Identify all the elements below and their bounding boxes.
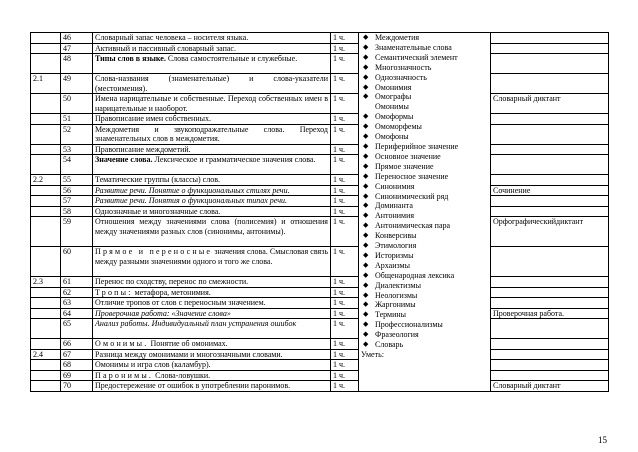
table-row <box>31 144 609 155</box>
term-item <box>361 142 488 152</box>
hours-cell: 1 ч. <box>331 33 359 44</box>
control-form-cell <box>491 33 609 44</box>
bullet-icon: ◆ <box>363 52 369 61</box>
term-text: Словарь <box>375 340 404 350</box>
table-row <box>31 33 609 44</box>
lesson-number-cell: 66 <box>61 339 93 350</box>
topic-text: Слова самостоятельные и служебные. <box>165 54 298 63</box>
term-text: Синонимия <box>375 181 415 191</box>
table-row <box>31 287 609 298</box>
section-cell: 2.3 <box>31 277 61 288</box>
control-form-cell <box>491 247 609 277</box>
term-item <box>361 63 488 73</box>
bullet-icon: ◆ <box>363 122 369 131</box>
bullet-icon: ◆ <box>363 141 369 150</box>
term-item <box>361 231 488 241</box>
lesson-topic-cell <box>93 370 331 381</box>
term-text: Переносное значение <box>375 171 449 181</box>
lesson-topic-cell <box>93 381 331 392</box>
lesson-number-cell: 65 <box>61 319 93 339</box>
hours-cell: 1 ч. <box>331 319 359 339</box>
table-row <box>31 277 609 288</box>
term-text: Синонимический ряд <box>375 191 449 201</box>
topic-text: Слова-ловушки. <box>153 370 211 380</box>
bullet-icon: ◆ <box>363 191 369 200</box>
lesson-number-cell: 57 <box>61 196 93 207</box>
control-form-cell <box>491 54 609 74</box>
lesson-topic-cell <box>93 277 331 288</box>
lesson-topic-cell <box>93 94 331 114</box>
bullet-icon: ◆ <box>363 72 369 81</box>
bullet-icon: ◆ <box>363 112 369 121</box>
bullet-icon: ◆ <box>363 62 369 71</box>
term-item <box>361 43 488 53</box>
bullet-icon: ◆ <box>363 310 369 319</box>
skills-label: Уметь: <box>361 350 384 359</box>
lesson-number-cell: 69 <box>61 370 93 381</box>
term-text: Многозначность <box>375 62 432 72</box>
section-cell <box>31 94 61 114</box>
bullet-icon: ◆ <box>363 231 369 240</box>
lesson-topic-cell <box>93 360 331 371</box>
hours-cell: 1 ч. <box>331 175 359 186</box>
page-number: 15 <box>598 435 607 445</box>
table-row <box>31 43 609 54</box>
lesson-topic-cell <box>93 124 331 144</box>
control-form-cell <box>491 319 609 339</box>
term-text: Неологизмы <box>375 290 418 300</box>
term-text: Конверсивы <box>375 231 417 241</box>
term-item <box>361 261 488 271</box>
control-form-cell <box>491 175 609 186</box>
control-form-cell: Проверочная работа. <box>491 308 609 319</box>
term-text: Жаргонимы <box>375 300 416 310</box>
term-text: Омоморфемы <box>375 122 422 132</box>
lesson-topic-cell <box>93 54 331 74</box>
lesson-number-cell: 63 <box>61 298 93 309</box>
table-row <box>31 217 609 247</box>
term-item <box>361 310 488 320</box>
bullet-icon: ◆ <box>363 132 369 141</box>
section-cell: 2.4 <box>31 349 61 360</box>
lesson-topic-cell <box>93 185 331 196</box>
lesson-number-cell: 53 <box>61 144 93 155</box>
section-cell <box>31 370 61 381</box>
table-row <box>31 298 609 309</box>
lesson-topic-cell <box>93 349 331 360</box>
term-text: Знаменательные слова <box>375 42 452 52</box>
bullet-icon: ◆ <box>363 241 369 250</box>
table-row <box>31 308 609 319</box>
bullet-icon: ◆ <box>363 290 369 299</box>
control-form-cell: Орфографическийдиктант <box>491 217 609 247</box>
lesson-number-cell: 61 <box>61 277 93 288</box>
term-item <box>361 132 488 142</box>
table-row <box>31 381 609 392</box>
term-text: Однозначность <box>375 72 427 82</box>
lesson-number-cell: 54 <box>61 155 93 175</box>
section-cell <box>31 360 61 371</box>
topic-text: Лексическое и грамматическое значения слова. <box>152 155 316 164</box>
section-cell <box>31 308 61 319</box>
lesson-number-cell: 52 <box>61 124 93 144</box>
term-item <box>361 33 488 43</box>
term-item <box>361 92 488 102</box>
topic-text: Анализ работы. Индивидуальный план устранения ошибок <box>95 319 297 328</box>
topic-text: Правописание междометий. <box>95 144 191 154</box>
section-cell <box>31 114 61 125</box>
term-item <box>361 221 488 231</box>
term-item <box>361 271 488 281</box>
lesson-topic-cell <box>93 43 331 54</box>
lesson-topic-cell <box>93 339 331 350</box>
term-item <box>361 172 488 182</box>
term-text: Доминанта <box>375 201 413 211</box>
topic-spaced-term: Паронимы. <box>95 370 154 380</box>
table-row <box>31 124 609 144</box>
table-row <box>31 339 609 350</box>
control-form-cell <box>491 298 609 309</box>
section-cell <box>31 54 61 74</box>
term-text: Омонимия <box>375 82 412 92</box>
section-cell <box>31 247 61 277</box>
lesson-topic-cell <box>93 217 331 247</box>
control-form-cell <box>491 370 609 381</box>
section-cell <box>31 217 61 247</box>
topic-text: Отношения между значениями слова (полисемия) и отношения между значениями разных слов (синонимы, антонимы). <box>95 217 328 236</box>
section-cell <box>31 381 61 392</box>
topic-text: Перенос по сходству, перенос по смежности. <box>95 277 249 286</box>
term-text: Омонимы <box>375 102 409 112</box>
hours-cell: 1 ч. <box>331 298 359 309</box>
lesson-number-cell: 50 <box>61 94 93 114</box>
section-cell: 2.1 <box>31 74 61 94</box>
control-form-cell <box>491 74 609 94</box>
lesson-topic-cell <box>93 247 331 277</box>
control-form-cell <box>491 144 609 155</box>
lesson-topic-cell <box>93 33 331 44</box>
topic-spaced-term: Прямое и переносные <box>95 247 213 256</box>
bullet-icon: ◆ <box>363 201 369 210</box>
term-text: Фразеология <box>375 330 419 340</box>
section-cell <box>31 155 61 175</box>
topic-text: Правописание имен собственных. <box>95 114 211 123</box>
lesson-topic-cell <box>93 155 331 175</box>
term-text: Междометия <box>375 33 420 42</box>
bullet-icon: ◆ <box>363 151 369 160</box>
term-text: Архаизмы <box>375 260 410 270</box>
lesson-number-cell: 58 <box>61 206 93 217</box>
term-item <box>361 182 488 192</box>
hours-cell: 1 ч. <box>331 277 359 288</box>
terms-cell <box>359 33 491 392</box>
bullet-icon: ◆ <box>363 33 369 41</box>
table-row <box>31 196 609 207</box>
lesson-number-cell: 48 <box>61 54 93 74</box>
lesson-number-cell: 68 <box>61 360 93 371</box>
term-item <box>361 152 488 162</box>
hours-cell: 1 ч. <box>331 370 359 381</box>
bullet-icon: ◆ <box>363 270 369 279</box>
term-text: Профессионализмы <box>375 320 443 330</box>
topic-text: Тематические группы (классы) слов. <box>95 175 220 184</box>
lesson-topic-cell <box>93 319 331 339</box>
control-form-cell <box>491 277 609 288</box>
lesson-number-cell: 59 <box>61 217 93 247</box>
hours-cell: 1 ч. <box>331 381 359 392</box>
hours-cell: 1 ч. <box>331 185 359 196</box>
bullet-icon: ◆ <box>363 280 369 289</box>
table-row <box>31 114 609 125</box>
topic-text: Имена нарицательные и собственные. Переход собственных имен в нарицательные и наоборот. <box>95 94 328 113</box>
lesson-number-cell: 56 <box>61 185 93 196</box>
term-text: Периферийное значение <box>375 141 459 151</box>
topic-text: Отличие тропов от слов с переносным значением. <box>95 298 266 307</box>
topic-heading: Типы слов в языке. <box>95 54 166 63</box>
section-cell <box>31 206 61 217</box>
control-form-cell: Сочинение <box>491 185 609 196</box>
section-cell <box>31 287 61 298</box>
term-item <box>361 340 488 350</box>
control-form-cell <box>491 360 609 371</box>
lesson-number-cell: 49 <box>61 74 93 94</box>
section-cell <box>31 33 61 44</box>
term-text: Омофоны <box>375 132 409 142</box>
lesson-number-cell: 55 <box>61 175 93 186</box>
section-cell: 2.2 <box>31 175 61 186</box>
lesson-topic-cell <box>93 308 331 319</box>
term-item <box>361 330 488 340</box>
hours-cell: 1 ч. <box>331 360 359 371</box>
hours-cell: 1 ч. <box>331 124 359 144</box>
terms-list <box>361 33 488 350</box>
term-text: Этимология <box>375 241 417 251</box>
topic-text: Развитие речи. Понятия о функциональных типах речи. <box>95 196 288 205</box>
hours-cell: 1 ч. <box>331 247 359 277</box>
control-form-cell <box>491 206 609 217</box>
lesson-number-cell: 46 <box>61 33 93 44</box>
lesson-number-cell: 51 <box>61 114 93 125</box>
bullet-icon: ◆ <box>363 82 369 91</box>
table-row <box>31 360 609 371</box>
bullet-icon: ◆ <box>363 330 369 339</box>
topic-text: Развитие речи. Понятие о функциональных стилях речи. <box>95 185 290 195</box>
bullet-icon: ◆ <box>363 42 369 51</box>
table-row <box>31 155 609 175</box>
term-item <box>361 300 488 310</box>
control-form-cell <box>491 287 609 298</box>
lesson-number-cell: 62 <box>61 287 93 298</box>
lesson-topic-cell <box>93 114 331 125</box>
topic-spaced-term: Тропы: <box>95 287 133 297</box>
lesson-plan-table <box>30 32 609 392</box>
table-row <box>31 74 609 94</box>
table-row <box>31 94 609 114</box>
topic-text: Междометия и звукоподражательные слова. Переход знаменательных слов в междометия. <box>95 124 328 143</box>
term-item <box>361 320 488 330</box>
lesson-number-cell: 47 <box>61 43 93 54</box>
term-item <box>361 83 488 93</box>
bullet-icon: ◆ <box>363 211 369 220</box>
lesson-topic-cell <box>93 206 331 217</box>
lesson-topic-cell <box>93 287 331 298</box>
control-form-cell <box>491 339 609 350</box>
bullet-icon: ◆ <box>363 250 369 259</box>
bullet-icon: ◆ <box>363 320 369 329</box>
control-form-cell <box>491 124 609 144</box>
control-form-cell: Словарный диктант <box>491 381 609 392</box>
hours-cell: 1 ч. <box>331 54 359 74</box>
hours-cell: 1 ч. <box>331 43 359 54</box>
bullet-icon: ◆ <box>363 260 369 269</box>
hours-cell: 1 ч. <box>331 349 359 360</box>
term-item <box>361 73 488 83</box>
topic-heading: Значение слова. <box>95 155 153 164</box>
hours-cell: 1 ч. <box>331 308 359 319</box>
lesson-topic-cell <box>93 175 331 186</box>
bullet-icon: ◆ <box>363 92 369 101</box>
term-text: Омоформы <box>375 112 414 122</box>
topic-text: Разница между омонимами и многозначными словами. <box>95 349 283 359</box>
table-row <box>31 319 609 339</box>
term-item <box>361 102 488 112</box>
term-text: Термины <box>375 310 407 320</box>
table-row <box>31 175 609 186</box>
term-item <box>361 162 488 172</box>
topic-text: метафора, метонимия. <box>132 287 211 297</box>
lesson-topic-cell <box>93 196 331 207</box>
topic-text: Однозначные и многозначные слова. <box>95 206 221 216</box>
term-text: Диалектизмы <box>375 280 421 290</box>
term-item <box>361 53 488 63</box>
section-cell <box>31 185 61 196</box>
hours-cell: 1 ч. <box>331 74 359 94</box>
control-form-cell <box>491 114 609 125</box>
control-form-cell <box>491 43 609 54</box>
bullet-icon: ◆ <box>363 340 369 349</box>
term-item <box>361 291 488 301</box>
section-cell <box>31 124 61 144</box>
bullet-icon: ◆ <box>363 221 369 230</box>
hours-cell: 1 ч. <box>331 155 359 175</box>
hours-cell: 1 ч. <box>331 114 359 125</box>
lesson-number-cell: 70 <box>61 381 93 392</box>
table-row <box>31 54 609 74</box>
control-form-cell <box>491 196 609 207</box>
bullet-icon: ◆ <box>363 161 369 170</box>
topic-text: Предостережение от ошибок в употреблении паронимов. <box>95 381 291 390</box>
hours-cell: 1 ч. <box>331 339 359 350</box>
section-cell <box>31 339 61 350</box>
hours-cell: 1 ч. <box>331 196 359 207</box>
term-item <box>361 122 488 132</box>
hours-cell: 1 ч. <box>331 206 359 217</box>
bullet-icon: ◆ <box>363 171 369 180</box>
table-row <box>31 185 609 196</box>
term-item <box>361 281 488 291</box>
term-item <box>361 201 488 211</box>
hours-cell: 1 ч. <box>331 217 359 247</box>
hours-cell: 1 ч. <box>331 287 359 298</box>
section-cell <box>31 43 61 54</box>
topic-text: Понятие об омонимах. <box>148 339 228 348</box>
topic-text: Слова-названия (знаменательные) и слова-указатели (местоимения). <box>95 74 328 93</box>
term-item <box>361 112 488 122</box>
bullet-icon: ◆ <box>363 181 369 190</box>
table-row <box>31 247 609 277</box>
control-form-cell: Словарный диктант <box>491 94 609 114</box>
topic-text: значения слова. Смысловая связь между разными значениями одного и того же слова. <box>95 247 328 266</box>
term-item <box>361 241 488 251</box>
section-cell <box>31 196 61 207</box>
term-text: Антонимическая пара <box>375 221 451 231</box>
lesson-number-cell: 67 <box>61 349 93 360</box>
term-text: Антонимия <box>375 211 415 221</box>
term-text: Общенародная лексика <box>375 270 455 280</box>
bullet-icon: ◆ <box>363 300 369 309</box>
section-cell <box>31 298 61 309</box>
term-item <box>361 192 488 202</box>
table-row <box>31 349 609 360</box>
term-text: Прямое значение <box>375 161 434 171</box>
table-row <box>31 206 609 217</box>
section-cell <box>31 144 61 155</box>
topic-text: Словарный запас человека – носителя языка. <box>95 33 249 42</box>
hours-cell: 1 ч. <box>331 144 359 155</box>
section-cell <box>31 319 61 339</box>
lesson-number-cell: 64 <box>61 308 93 319</box>
topic-spaced-term: Омонимы. <box>95 339 149 348</box>
table-row <box>31 370 609 381</box>
term-text: Омографы <box>375 92 412 102</box>
topic-text: Омонимы и игра слов (каламбур). <box>95 360 211 369</box>
term-text: Основное значение <box>375 151 441 161</box>
lesson-topic-cell <box>93 144 331 155</box>
term-text: Семантический элемент <box>375 52 458 62</box>
lesson-topic-cell <box>93 74 331 94</box>
term-item <box>361 211 488 221</box>
term-item <box>361 251 488 261</box>
term-text: Историзмы <box>375 250 414 260</box>
hours-cell: 1 ч. <box>331 94 359 114</box>
control-form-cell <box>491 155 609 175</box>
topic-text: Проверочная работа: «Значение слова» <box>95 308 231 318</box>
lesson-number-cell: 60 <box>61 247 93 277</box>
control-form-cell <box>491 349 609 360</box>
topic-text: Активный и пассивный словарный запас. <box>95 43 236 53</box>
lesson-topic-cell <box>93 298 331 309</box>
